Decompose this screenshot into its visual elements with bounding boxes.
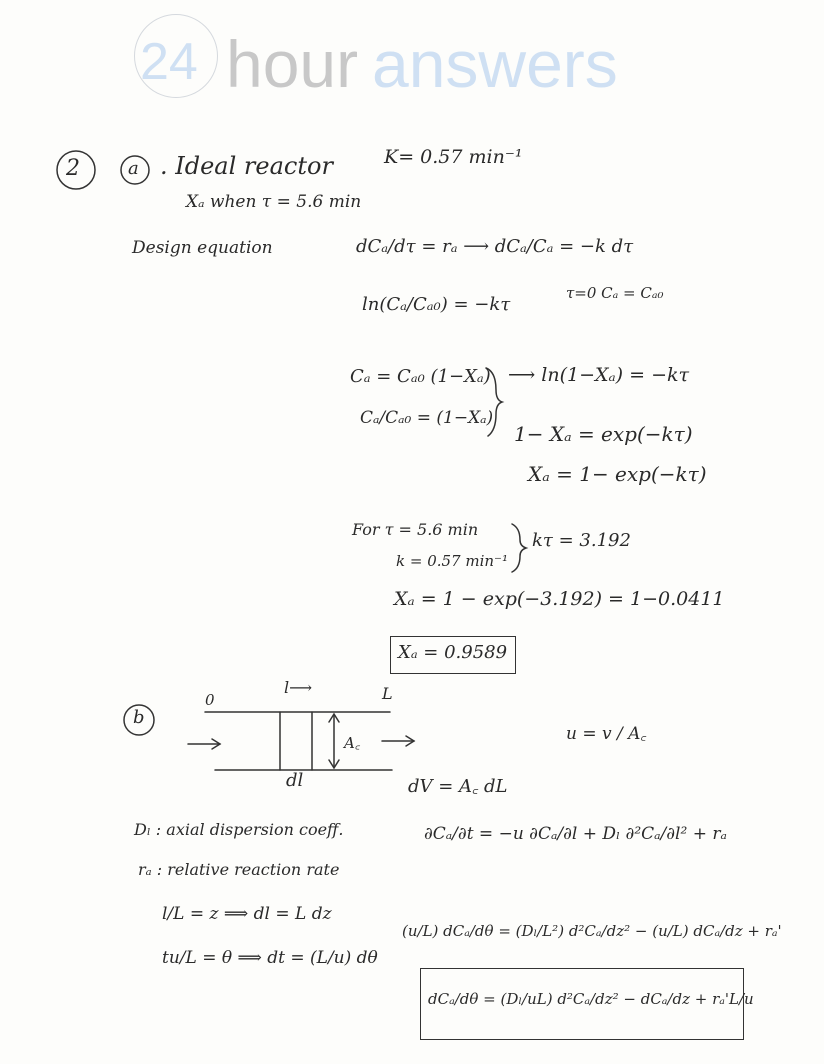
part-a-heading: . Ideal reactor [160, 152, 333, 180]
eq-numeric: Xₐ = 1 − exp(−3.192) = 1−0.0411 [394, 588, 725, 610]
eq-ca-definition: Cₐ = Cₐ₀ (1−Xₐ) [350, 366, 491, 387]
velocity-definition: u = v / A꜀ [566, 724, 647, 744]
diagram-origin: 0 [205, 691, 215, 709]
part-a-label: a [128, 158, 139, 179]
k-tau-product: kτ = 3.192 [532, 530, 631, 551]
for-k: k = 0.57 min⁻¹ [396, 552, 508, 570]
eq-exp: 1− Xₐ = exp(−kτ) [514, 422, 693, 446]
substitution-z: l/L = z ⟹ dl = L dz [162, 904, 332, 924]
eq-conversion: Xₐ = 1− exp(−kτ) [528, 462, 707, 486]
final-equation: dCₐ/dθ = (Dₗ/uL) d²Cₐ/dz² − dCₐ/dz + rₐ'L/u [428, 990, 754, 1008]
watermark-number: 24 [140, 33, 198, 91]
diagram-dl: dl [286, 770, 304, 791]
rate-definition: rₐ : relative reaction rate [138, 860, 340, 879]
dispersion-pde: ∂Cₐ/∂t = −u ∂Cₐ/∂l + Dₗ ∂²Cₐ/∂l² + rₐ [424, 824, 727, 844]
design-equation-label: Design equation [132, 238, 273, 258]
diagram-area: A꜀ [344, 734, 361, 752]
eq-ca-ratio: Cₐ/Cₐ₀ = (1−Xₐ) [360, 408, 494, 428]
watermark-word-answers: answers [372, 27, 618, 101]
problem-number: 2 [66, 156, 80, 181]
given-k: K= 0.57 min⁻¹ [384, 146, 523, 168]
dispersion-definition: Dₗ : axial dispersion coeff. [134, 820, 344, 839]
brace-2 [512, 524, 526, 572]
eq-boundary: τ=0 Cₐ = Cₐ₀ [566, 284, 664, 302]
substitution-theta: tu/L = θ ⟹ dt = (L/u) dθ [162, 948, 378, 968]
eq-log-result: ⟶ ln(1−Xₐ) = −kτ [508, 364, 690, 386]
eq-design: dCₐ/dτ = rₐ ⟶ dCₐ/Cₐ = −k dτ [356, 236, 634, 257]
answer-value: Xₐ = 0.9589 [398, 642, 508, 663]
for-tau: For τ = 5.6 min [352, 520, 479, 539]
part-b-label: b [133, 707, 145, 728]
diagram-l-arrow: l⟶ [284, 678, 313, 697]
eq-dimensionless: (u/L) dCₐ/dθ = (Dₗ/L²) d²Cₐ/dz² − (u/L) dCₐ/dz + rₐ' [402, 922, 782, 940]
eq-integrated: ln(Cₐ/Cₐ₀) = −kτ [362, 294, 511, 315]
diagram-L: L [382, 684, 393, 703]
volume-element: dV = A꜀ dL [408, 776, 508, 797]
watermark-word-hour: hour [226, 27, 359, 101]
find-statement: Xₐ when τ = 5.6 min [186, 192, 362, 212]
